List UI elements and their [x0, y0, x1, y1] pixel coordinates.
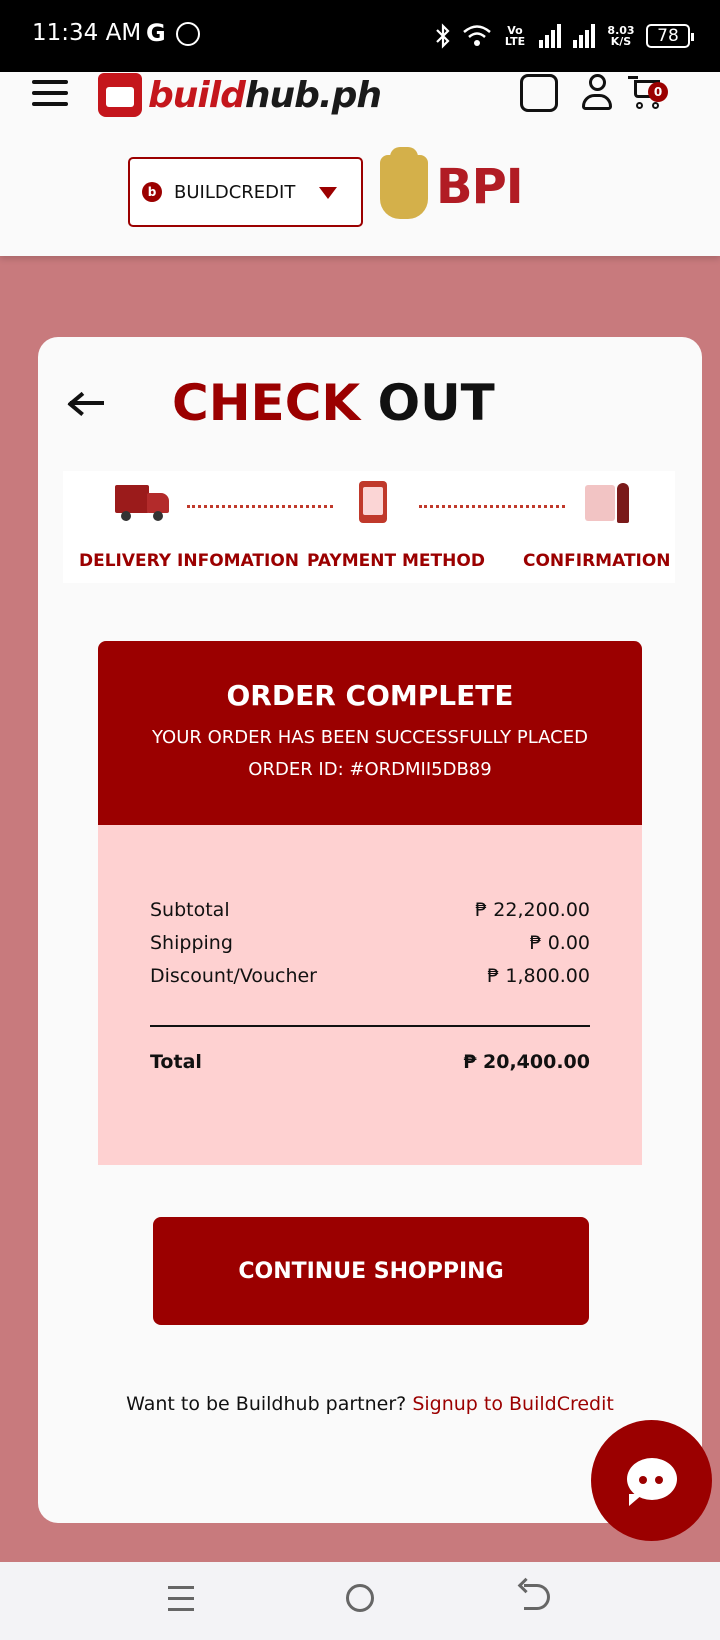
- step-label-confirmation: CONFIRMATION: [523, 551, 671, 571]
- battery-icon: 78: [646, 24, 690, 48]
- step-connector: [187, 505, 333, 508]
- caret-down-icon: [319, 187, 337, 199]
- subtotal-value: ₱ 22,200.00: [475, 899, 590, 921]
- bpi-logo: [380, 152, 523, 222]
- site-header: [0, 72, 720, 256]
- order-totals: [98, 825, 642, 1165]
- checkout-card: [38, 337, 702, 1523]
- title-part-out: OUT: [377, 374, 495, 432]
- signup-buildcredit-link[interactable]: Signup to BuildCredit: [412, 1393, 614, 1415]
- back-arrow-icon[interactable]: [68, 385, 108, 421]
- store-icon[interactable]: [520, 74, 558, 112]
- credit-dropdown-value: BUILDCREDIT: [174, 181, 296, 203]
- buildcredit-logo-icon: b: [142, 182, 162, 202]
- wifi-icon: [462, 23, 492, 49]
- cart-icon[interactable]: [628, 74, 668, 110]
- logo-text-hub: hub.ph: [244, 74, 381, 116]
- logo-text-build: build: [148, 74, 245, 116]
- network-type: Vo LTE: [504, 24, 526, 48]
- menu-icon[interactable]: [32, 80, 68, 110]
- payment-phone-icon: [345, 479, 401, 523]
- total-label: Total: [150, 1051, 202, 1073]
- home-icon[interactable]: [346, 1584, 374, 1612]
- logo-house-icon: [98, 73, 142, 117]
- status-time: 11:34 AM: [32, 20, 142, 46]
- order-summary: [98, 641, 642, 1165]
- bpi-crest-icon: [380, 155, 428, 219]
- totals-divider: [150, 1025, 590, 1027]
- partner-signup: [38, 1393, 702, 1415]
- recent-apps-icon[interactable]: [168, 1586, 194, 1619]
- signal-icon-1: [538, 24, 562, 48]
- order-success-message: YOUR ORDER HAS BEEN SUCCESSFULLY PLACED: [152, 727, 588, 748]
- google-icon: G: [146, 19, 166, 47]
- cart-count-badge: 0: [648, 82, 668, 102]
- shipping-label: Shipping: [150, 932, 233, 954]
- bluetooth-icon: [434, 23, 452, 49]
- user-icon[interactable]: [580, 74, 614, 112]
- checkout-steps: [63, 471, 675, 583]
- buildhub-logo[interactable]: [98, 70, 381, 120]
- status-bar: [0, 0, 720, 72]
- step-label-delivery: DELIVERY INFOMATION: [79, 551, 300, 571]
- discount-label: Discount/Voucher: [150, 965, 317, 987]
- chat-button[interactable]: [591, 1420, 712, 1541]
- order-complete-banner: [98, 641, 642, 825]
- system-nav-bar: [0, 1562, 720, 1640]
- confirmation-icon: [581, 479, 637, 523]
- chat-icon: [627, 1458, 677, 1500]
- network-speed: 8.03 K/S: [607, 24, 635, 48]
- step-connector: [419, 505, 565, 508]
- credit-dropdown[interactable]: [128, 157, 363, 227]
- page-title: [172, 374, 495, 432]
- partner-prompt: Want to be Buildhub partner?: [126, 1393, 407, 1415]
- signal-icon-2: [572, 24, 596, 48]
- order-complete-title: ORDER COMPLETE: [226, 679, 514, 712]
- delivery-truck-icon: [115, 479, 171, 523]
- back-icon[interactable]: [524, 1584, 550, 1610]
- total-value: ₱ 20,400.00: [463, 1051, 590, 1073]
- title-part-check: CHECK: [172, 374, 361, 432]
- order-id: ORDER ID: #ORDMII5DB89: [248, 759, 492, 780]
- viber-icon: [176, 22, 200, 46]
- step-label-payment: PAYMENT METHOD: [307, 551, 485, 571]
- bpi-logo-text: BPI: [436, 159, 523, 215]
- subtotal-label: Subtotal: [150, 899, 230, 921]
- continue-shopping-button[interactable]: CONTINUE SHOPPING: [153, 1217, 589, 1325]
- status-icons: [434, 18, 690, 54]
- discount-value: ₱ 1,800.00: [487, 965, 590, 987]
- shipping-value: ₱ 0.00: [529, 932, 590, 954]
